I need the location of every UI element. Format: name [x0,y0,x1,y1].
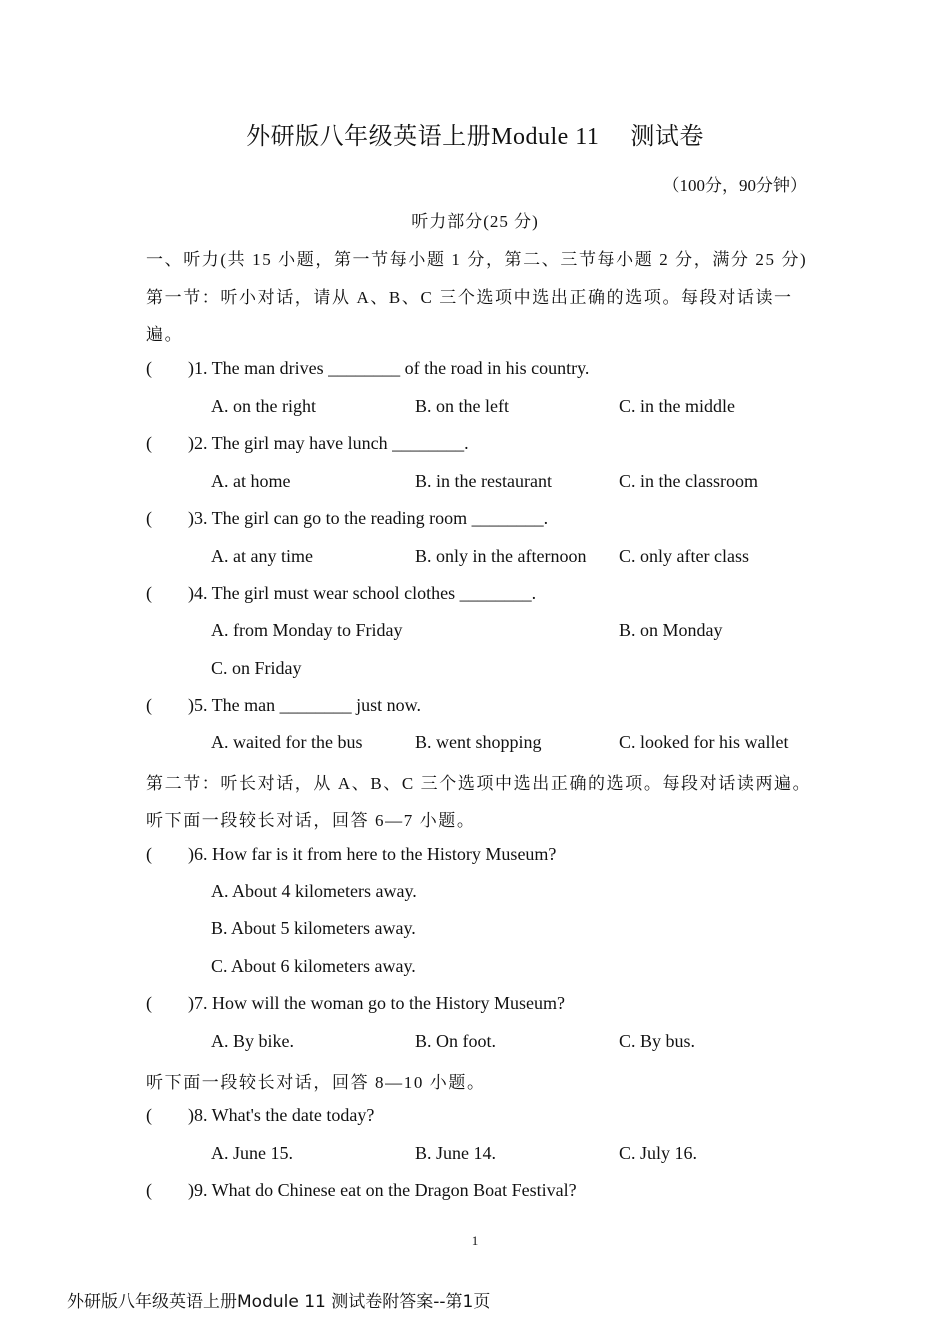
answer-paren[interactable]: ( [146,583,152,603]
option-b: B. About 5 kilometers away. [211,918,416,938]
option-a: A. at home [211,471,291,491]
question-3 [146,508,548,529]
option-c: C. in the middle [619,396,735,416]
option-a: A. waited for the bus [211,732,363,752]
answer-paren[interactable]: ( [146,993,152,1013]
option-a: A. About 4 kilometers away. [211,881,417,901]
listening-part-heading: 听力部分(25 分) [411,212,539,231]
option-c: C. in the classroom [619,471,758,491]
question-5 [146,695,421,716]
option-c: C. only after class [619,546,749,566]
page-title: 外研版八年级英语上册Module 11 测试卷 [246,124,704,150]
option-b: B. On foot. [415,1031,496,1051]
answer-paren[interactable]: ( [146,844,152,864]
question-text: )1. The man drives ________ of the road in his country. [188,358,590,378]
question-text: )2. The girl may have lunch ________. [188,433,469,453]
question-6 [146,844,556,865]
question-8 [146,1105,374,1126]
option-a: A. By bike. [211,1031,294,1051]
question-2 [146,433,469,454]
option-b: B. on Monday [619,620,723,640]
part1-instruction-line2: 遍。 [146,325,184,344]
option-b: B. on the left [415,396,509,416]
option-a: A. on the right [211,396,316,416]
question-7 [146,993,565,1014]
answer-paren[interactable]: ( [146,358,152,378]
question-text: )4. The girl must wear school clothes ________. [188,583,537,603]
question-text: )8. What's the date today? [188,1105,375,1125]
answer-paren[interactable]: ( [146,1180,152,1200]
score-time-note: （100分，90分钟） [662,176,807,195]
option-b: B. in the restaurant [415,471,552,491]
question-text: )6. How far is it from here to the History Museum? [188,844,557,864]
footer-caption: 外研版八年级英语上册Module 11 测试卷附答案--第1页 [67,1292,491,1312]
option-c: C. on Friday [211,658,302,678]
option-c: C. By bus. [619,1031,696,1051]
answer-paren[interactable]: ( [146,508,152,528]
part2-instruction: 第二节：听长对话，从 A、B、C 三个选项中选出正确的选项。每段对话读两遍。 [146,774,812,793]
option-c: C. July 16. [619,1143,698,1163]
part1-instruction-line1: 第一节：听小对话，请从 A、B、C 三个选项中选出正确的选项。每段对话读一 [146,288,793,307]
answer-paren[interactable]: ( [146,695,152,715]
dialog1-intro: 听下面一段较长对话，回答 6—7 小题。 [146,811,476,830]
option-b: B. went shopping [415,732,542,752]
answer-paren[interactable]: ( [146,1105,152,1125]
page-number: 1 [471,1233,479,1248]
question-text: )3. The girl can go to the reading room ________. [188,508,549,528]
option-a: A. at any time [211,546,313,566]
option-c: C. About 6 kilometers away. [211,956,416,976]
question-text: )5. The man ________ just now. [188,695,421,715]
dialog2-intro: 听下面一段较长对话，回答 8—10 小题。 [146,1073,486,1092]
option-a: A. from Monday to Friday [211,620,403,640]
option-c: C. looked for his wallet [619,732,789,752]
option-b: B. June 14. [415,1143,496,1163]
question-9 [146,1180,577,1201]
question-1 [146,358,589,379]
option-a: A. June 15. [211,1143,293,1163]
section1-instruction: 一、听力(共 15 小题，第一节每小题 1 分，第二、三节每小题 2 分，满分 25 分) [146,250,808,269]
question-4 [146,583,536,604]
option-b: B. only in the afternoon [415,546,587,566]
question-text: )9. What do Chinese eat on the Dragon Boat Festival? [188,1180,577,1200]
answer-paren[interactable]: ( [146,433,152,453]
question-text: )7. How will the woman go to the History Museum? [188,993,565,1013]
